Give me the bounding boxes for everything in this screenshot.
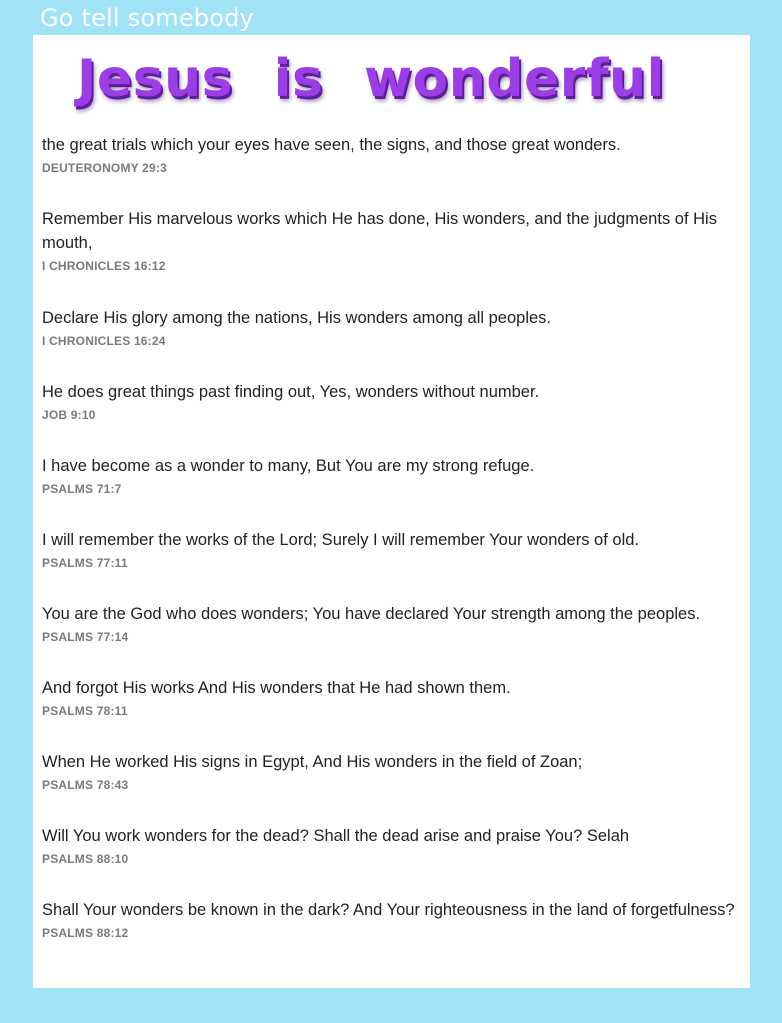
- verse-reference: PSALMS 71:7: [42, 482, 122, 496]
- verse-reference: PSALMS 88:10: [42, 852, 129, 866]
- verse-reference: I CHRONICLES 16:12: [42, 259, 166, 273]
- verse-item: [42, 750, 742, 824]
- verse-item: [42, 824, 742, 898]
- verse-item: [42, 133, 742, 207]
- verse-item: [42, 454, 742, 528]
- verse-text: And forgot His works And His wonders that He had shown them.: [42, 679, 511, 697]
- verse-text: Remember His marvelous works which He has done, His wonders, and the judgments of His mouth,: [42, 210, 717, 252]
- verse-item: [42, 207, 742, 306]
- verse-reference: PSALMS 78:43: [42, 778, 129, 792]
- verse-text: Shall Your wonders be known in the dark? And Your righteousness in the land of forgetfulness?: [42, 901, 735, 919]
- verse-reference: PSALMS 78:11: [42, 704, 128, 718]
- verse-text: Will You work wonders for the dead? Shall the dead arise and praise You? Selah: [42, 827, 630, 845]
- verse-text: I will remember the works of the Lord; Surely I will remember Your wonders of old.: [42, 531, 639, 549]
- verse-reference: PSALMS 88:12: [42, 926, 129, 940]
- verse-text: When He worked His signs in Egypt, And His wonders in the field of Zoan;: [42, 753, 583, 771]
- verse-text: He does great things past finding out, Yes, wonders without number.: [42, 383, 540, 401]
- verse-list: [42, 133, 742, 997]
- verse-item: [42, 306, 742, 380]
- verse-text: the great trials which your eyes have seen, the signs, and those great wonders.: [42, 136, 621, 154]
- verse-item: [42, 528, 742, 602]
- page-title: Jesus is wonderful: [77, 49, 665, 109]
- verse-item: [42, 380, 742, 454]
- verse-text: Declare His glory among the nations, His wonders among all peoples.: [42, 309, 552, 327]
- verse-text: I have become as a wonder to many, But You are my strong refuge.: [42, 457, 535, 475]
- verse-item: [42, 898, 742, 997]
- banner-text: Go tell somebody: [40, 4, 254, 32]
- verse-reference: JOB 9:10: [42, 408, 96, 422]
- verse-reference: PSALMS 77:14: [42, 630, 129, 644]
- verse-item: [42, 676, 742, 750]
- verse-reference: I CHRONICLES 16:24: [42, 334, 166, 348]
- verse-card: [33, 35, 750, 988]
- verse-reference: PSALMS 77:11: [42, 556, 128, 570]
- verse-item: [42, 602, 742, 676]
- verse-text: You are the God who does wonders; You have declared Your strength among the peoples.: [42, 605, 701, 623]
- verse-reference: DEUTERONOMY 29:3: [42, 161, 168, 175]
